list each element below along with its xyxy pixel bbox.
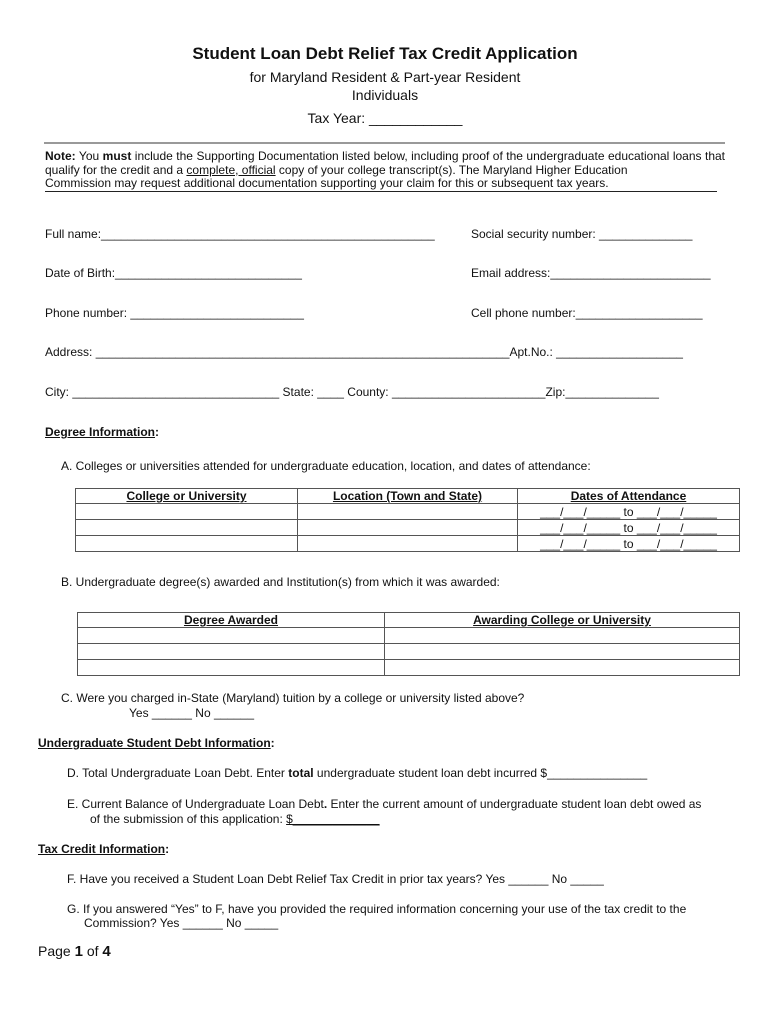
header-divider [44,142,725,144]
question-e-amount[interactable]: $_____________ [286,812,380,826]
col-header-degree: Degree Awarded [78,613,385,628]
page-current: 1 [74,943,83,960]
note-paragraph [45,150,725,192]
tax-credit-heading [38,842,169,856]
awarding-college-cell[interactable] [385,644,740,660]
col-header-location: Location (Town and State) [298,489,518,504]
address-field[interactable]: Address: ______________________________________________________________Apt.No.: ___________________ [45,345,683,359]
location-cell[interactable] [298,536,518,552]
dates-cell[interactable]: ___/___/_____ to ___/___/_____ [518,520,740,536]
page-number [38,943,111,960]
question-e-text-3: of the submission of this application: [90,812,287,826]
form-subtitle-2: Individuals [351,87,419,103]
location-cell[interactable] [298,520,518,536]
question-e-dot: . [323,797,328,811]
college-cell[interactable] [76,504,298,520]
table-row [76,504,740,520]
question-c: C. Were you charged in-State (Maryland) tuition by a college or university listed above? [61,691,525,705]
question-g: G. If you answered “Yes” to F, have you provided the required information concerning your use of the tax credit to the [67,902,687,916]
college-cell[interactable] [76,520,298,536]
question-a: A. Colleges or universities attended for undergraduate education, location, and dates of attendance: [61,459,591,473]
heading-colon: : [270,736,275,750]
degrees-table [77,612,740,676]
note-last-line: Commission may request additional documentation supporting your claim for this or subsequent tax years. [45,177,717,192]
col-header-dates: Dates of Attendance [518,489,740,504]
question-e-text: E. Current Balance of Undergraduate Loan Debt [67,797,324,811]
debt-heading-text: Undergraduate Student Debt Information [38,736,271,750]
dates-cell[interactable]: ___/___/_____ to ___/___/_____ [518,504,740,520]
question-c-answer[interactable]: Yes ______ No ______ [129,706,255,720]
heading-colon: : [155,425,160,439]
dob-field[interactable]: Date of Birth:____________________________ [45,266,302,280]
ssn-field[interactable]: Social security number: ______________ [471,227,693,241]
question-d-bold: total [288,766,314,780]
degree-heading [45,425,159,439]
table-row [76,536,740,552]
heading-colon: : [165,842,170,856]
degree-cell[interactable] [78,660,385,676]
col-header-awarding-college: Awarding College or University [385,613,740,628]
table-row [78,628,740,644]
question-e [67,797,701,811]
note-text: You [75,149,103,163]
table-row [78,644,740,660]
awarding-college-cell[interactable] [385,628,740,644]
form-subtitle: for Maryland Resident & Part-year Resident [249,69,521,85]
table-row [76,520,740,536]
dates-cell[interactable]: ___/___/_____ to ___/___/_____ [518,536,740,552]
note-text: copy of your college transcript(s). The Maryland Higher Education [275,162,628,177]
email-field[interactable]: Email address:________________________ [471,266,711,280]
question-e-text-2: Enter the current amount of undergraduate student loan debt owed as [327,797,702,811]
question-b: B. Undergraduate degree(s) awarded and Institution(s) from which it was awarded: [61,575,500,589]
note-text: include the Supporting Documentation listed below, including proof of the undergraduate educational loans that qualify for the credit and a [45,149,725,177]
phone-field[interactable]: Phone number: __________________________ [45,306,304,320]
question-d-text: D. Total Undergraduate Loan Debt. Enter [67,766,289,780]
location-cell[interactable] [298,504,518,520]
city-state-zip-field[interactable]: City: _______________________________ State: ____ County: _______________________Zip:______________ [45,385,659,399]
col-header-college: College or University [76,489,298,504]
question-d-text-2: undergraduate student loan debt incurred $_______________ [313,766,648,780]
colleges-table [75,488,740,552]
degree-cell[interactable] [78,628,385,644]
college-cell[interactable] [76,536,298,552]
page-label: Page [38,943,75,959]
note-label: Note: [45,149,76,163]
degree-cell[interactable] [78,644,385,660]
tax-credit-heading-text: Tax Credit Information [38,842,166,856]
tax-year-field[interactable]: Tax Year: ____________ [307,110,463,126]
question-d[interactable] [67,766,647,780]
cell-phone-field[interactable]: Cell phone number:___________________ [471,306,703,320]
full-name-field[interactable]: Full name:__________________________________________________ [45,227,435,241]
table-row [78,660,740,676]
page-of: of [82,943,103,959]
form-title: Student Loan Debt Relief Tax Credit Application [192,44,578,63]
note-must: must [102,149,132,163]
debt-heading [38,736,275,750]
question-e-line2[interactable] [90,812,380,826]
question-f[interactable]: F. Have you received a Student Loan Debt Relief Tax Credit in prior tax years? Yes ______ No _____ [67,872,604,886]
awarding-college-cell[interactable] [385,660,740,676]
question-g-answer[interactable]: Commission? Yes ______ No _____ [84,916,279,930]
page-total: 4 [102,943,111,960]
degree-heading-text: Degree Information [45,425,156,439]
note-underlined: complete, official [186,162,276,177]
